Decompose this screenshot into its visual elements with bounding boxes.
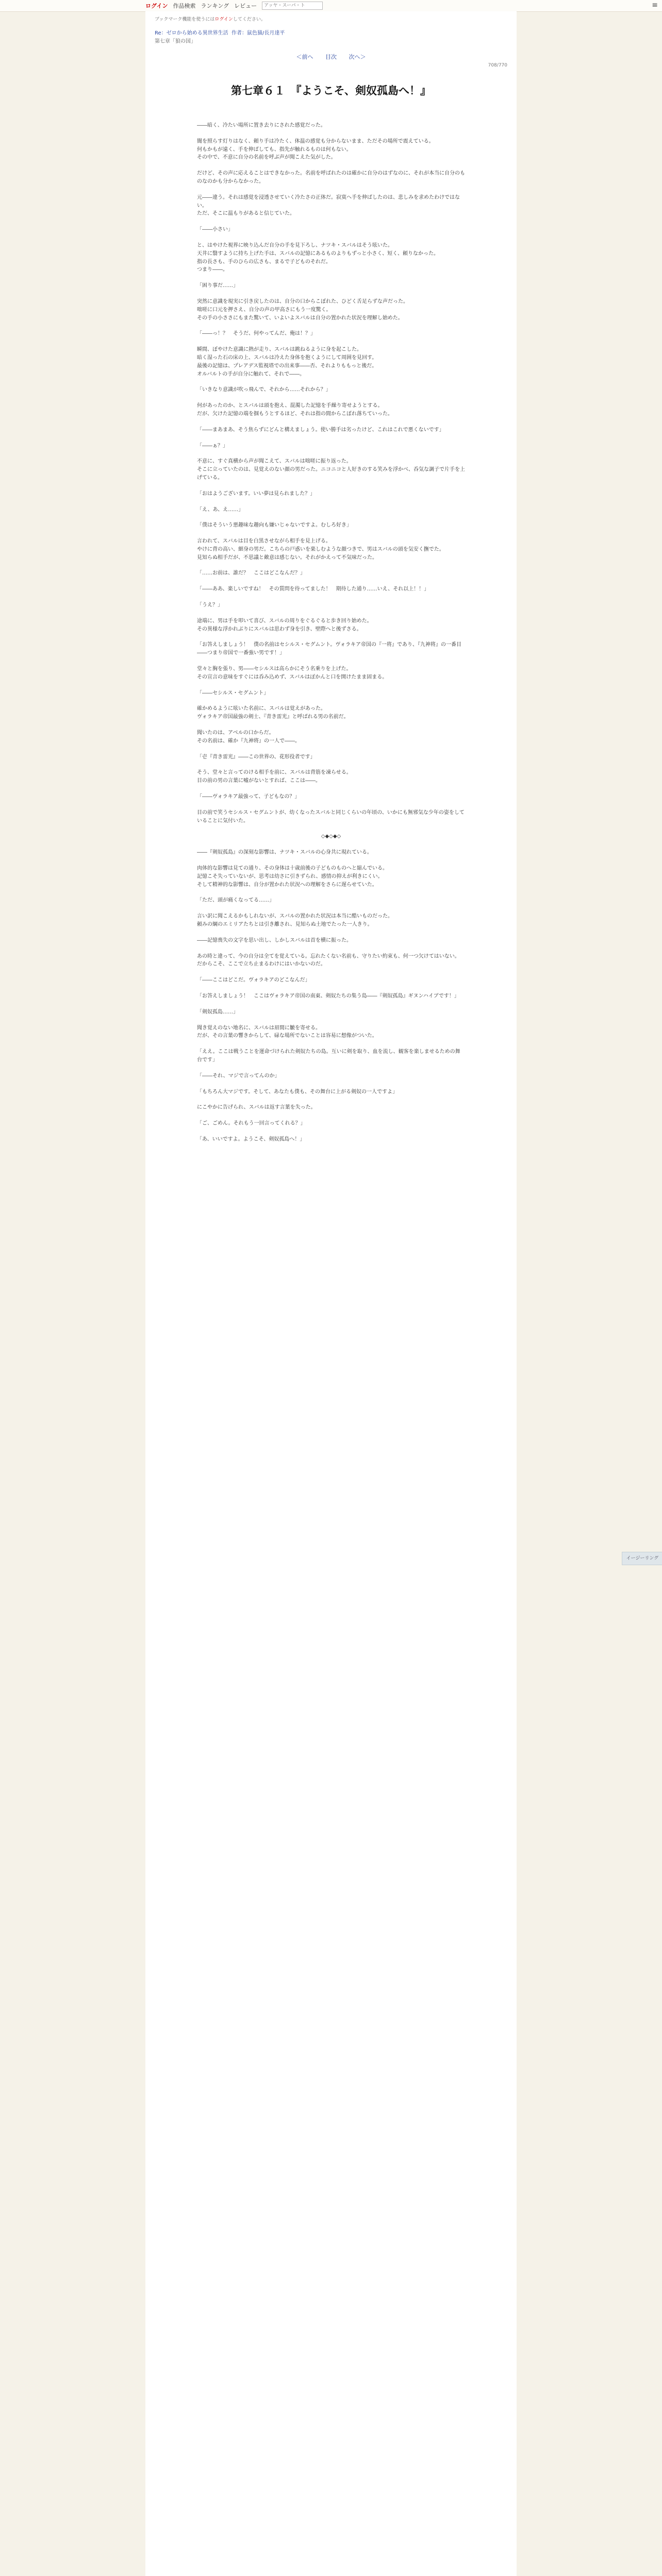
paragraph-gap: [197, 1016, 465, 1024]
paragraph-gap: [197, 929, 465, 937]
paragraph-gap: [197, 1001, 465, 1008]
paragraph: つまり――。: [197, 267, 228, 273]
paragraph-gap: [197, 1040, 465, 1048]
paragraph-gap: [197, 530, 465, 537]
paragraph: 「おはようございます。いい夢は見られました？」: [197, 490, 316, 497]
paragraph: 闇を照らす灯りはなく、頼り手は冷たく、体温の感覚も分からないまま、ただその場所で震えている。: [197, 138, 434, 144]
paragraph: にこやかに告げられ、スバルは返す言葉を失った。: [197, 1105, 316, 1111]
menu-icon[interactable]: ≡: [652, 1, 658, 9]
author-link[interactable]: 鼠色猫/長月達平: [247, 30, 285, 36]
paragraph: 「僕はそういう悪趣味な趣向も嫌いじゃないですよ。むしろ好き」: [197, 522, 352, 529]
paragraph: 「困り事だ……」: [197, 283, 238, 289]
paragraph-gap: [197, 657, 465, 665]
paragraph: 「――小さい」: [197, 227, 233, 233]
paragraph-gap: [197, 721, 465, 729]
paragraph-gap: [197, 322, 465, 330]
paragraph-gap: [197, 130, 465, 138]
paragraph-gap: [197, 761, 465, 769]
paragraph-gap: [197, 841, 465, 849]
paragraph: そう、堂々と言ってのける相手を前に、スバルは背筋を凍らせる。: [197, 770, 352, 776]
paragraph: だが、その言葉の響きからして、碌な場所でないことは容易に想像がついた。: [197, 1033, 377, 1039]
paragraph: と、はやけた視界に映り込んだ自分の手を見下ろし、ナツキ・スバルはそう呟いた。: [197, 242, 393, 248]
episode-counter: 708/770: [488, 63, 507, 68]
paragraph: 「――ヴォラキア最強って、子どもなの？」: [197, 794, 300, 800]
side-tab-button[interactable]: イージーリング: [622, 1552, 662, 1565]
paragraph: 肉体的な影響は見ての通り、その身体は十歳前後の子どものものへと縮んでいる。: [197, 866, 388, 872]
chapter-title: 第七章６１ 『ようこそ、剣奴孤島へ！』: [230, 84, 432, 97]
paragraph: 不意に、すぐ真横から声が聞こえて、スバルは咄嗟に振り返った。: [197, 459, 352, 465]
paragraph: その名前は、確か『九神将』の一人で――。: [197, 738, 300, 744]
paragraph: 最後の記憶は、プレアデス監視塔での出来事――否、それよりももっと後だ。: [197, 363, 377, 369]
paragraph-gap: [197, 889, 465, 896]
paragraph: その中で、不意に自分の名前を呼ぶ声が聞こえた気がした。: [197, 155, 336, 161]
series-title-link[interactable]: Re：ゼロから始める異世界生活: [155, 30, 228, 36]
paragraph: 「お答えしましょう！ ここはヴォラキア帝国の南東、剣奴たちの集う島――『剣奴孤島』ギヌンハイブです！」: [197, 993, 459, 999]
paragraph-gap: [197, 697, 465, 705]
paragraph-gap: [197, 218, 465, 226]
paragraph: 「剣奴孤島……」: [197, 1009, 238, 1015]
paragraph-gap: [197, 801, 465, 809]
paragraph-gap: [197, 378, 465, 386]
paragraph: 何があったのか、とスバルは頭を抱え、混濁した記憶を手繰り寄せようとする。: [197, 403, 383, 409]
paragraph: 「――っ！？ そうだ、何やってんだ、俺は！？」: [197, 331, 316, 337]
next-link[interactable]: 次へ＞: [349, 54, 366, 60]
paragraph-gap: [197, 609, 465, 617]
top-bar: [0, 0, 662, 12]
paragraph: 指の長さも、手のひらの広さも、まるで子どものそれだ。: [197, 259, 331, 265]
paragraph: 「え、あ、え……」: [197, 506, 244, 513]
bookmark-notice: [155, 15, 266, 22]
paragraph: 目の前の男の言葉に嘘がないとすれば、ここは――。: [197, 778, 321, 784]
paragraph: だが、欠けた記憶の端を掴もうとするほど、それは指の間からこぼれ落ちていった。: [197, 411, 393, 417]
paragraph-gap: [197, 186, 465, 194]
search-input[interactable]: [262, 2, 323, 10]
paragraph: 「ご、ごめん。それもう一回言ってくれる？」: [197, 1121, 306, 1127]
paragraph-gap: [197, 594, 465, 601]
paragraph: ただ、そこに温もりがあると信じていた。: [197, 211, 295, 217]
paragraph-gap: [197, 682, 465, 689]
paragraph: 「――それ、マジで言ってんのか」: [197, 1073, 280, 1079]
paragraph: 突然に意識を現実に引き戻したのは、自分の口からこぼれた、ひどく舌足らずな声だった。: [197, 298, 408, 304]
paragraph: その宣言の意味をすぐには呑み込めず、スバルはぽかんと口を開けたまま固まる。: [197, 674, 388, 680]
paragraph-gap: [197, 162, 465, 170]
paragraph-gap: [197, 969, 465, 976]
paragraph-gap: [197, 418, 465, 426]
paragraph: ――暗く、冷たい場所に置き去りにされた感覚だった。: [197, 123, 326, 128]
series-line: [155, 28, 285, 36]
paragraph: そして精神的な影響は、自分が置かれた状況への理解をさらに遅らせていた。: [197, 882, 377, 888]
paragraph: 「――ああ、楽しいですね！ その質問を待ってました！ 期待した通り……いえ、それ以上！！」: [197, 586, 429, 592]
paragraph-gap: [197, 1096, 465, 1104]
paragraph-gap: [197, 578, 465, 585]
paragraph-gap: [197, 1064, 465, 1072]
paragraph-gap: [197, 633, 465, 641]
paragraph: 頼みの綱のエミリアたちとは引き離され、見知らぬ土地でたった一人きり。: [197, 922, 373, 927]
paragraph: 言い訳に聞こえるかもしれないが、スバルの置かれた状況は本当に酷いものだった。: [197, 913, 393, 920]
paragraph-gap: [197, 857, 465, 865]
paragraph: ――記憶喪失の文字を思い出し、しかしスバルは首を横に振った。: [197, 937, 352, 943]
paragraph: やけに背の高い、細身の男だ。こちらの戸惑いを楽しむような顔つきで、男はスバルの頭を気安く撫でた。: [197, 546, 444, 552]
paragraph-gap: [197, 234, 465, 242]
paragraph: 記憶こそ失っていないが、思考は幼さに引きずられ、感情の抑えが利きにくい。: [197, 873, 383, 879]
scene-separator: ◇◆◇◆◇: [321, 834, 341, 840]
paragraph: 「――ここはどこだ。ヴォラキアのどこなんだ」: [197, 977, 310, 984]
paragraph-gap: [197, 825, 465, 833]
paragraph: 聞き覚えのない地名に、スバルは眉間に皺を寄せる。: [197, 1025, 321, 1031]
paragraph: 瞬間、ぼやけた意識に熱が走り、スバルは跳ねるように身を起こした。: [197, 347, 362, 353]
paragraph-gap: [197, 394, 465, 402]
paragraph: 言われて、スバルは目を白黒させながら相手を見上げる。: [197, 538, 331, 545]
paragraph: 「ただ、頭が痛くなってる……」: [197, 897, 274, 904]
paragraph-gap: [197, 1112, 465, 1120]
paragraph: あの時と違って、今の自分は全てを覚えている。忘れたくない名前も、守りたい約束も、何一つ欠けてはいない。: [197, 953, 460, 959]
paragraph: だけど、その声に応えることはできなかった。名前を呼ばれたのは確かに自分のはずなのに、それが本当に自分のものなのかも分からなかった。: [197, 171, 465, 184]
paragraph: 「お答えしましょう！ 僕の名前はセシルス・セグムント。ヴォラキア帝国の『一将』であり、『九神将』の一番目――つまり帝国で一番強い男です！」: [197, 642, 461, 656]
paragraph: 「うえ？」: [197, 602, 223, 608]
paragraph: 目の前で笑うセシルス・セグムントが、幼くなったスバルと同じくらいの年頃の、いかにも無邪気な少年の姿をしていることに気付いた。: [197, 809, 465, 824]
paragraph: 聞いたのは、アベルの口からだ。: [197, 730, 274, 736]
paragraph: 「あ、いいですよ。ようこそ、剣奴孤島へ！」: [197, 1136, 305, 1142]
paragraph: ――『剣奴孤島』の深刻な影響は、ナツキ・スバルの心身共に現れている。: [197, 850, 372, 856]
paragraph: 途端に、男は手を叩いて喜び、スバルの周りをぐるぐると歩き回り始めた。: [197, 618, 372, 624]
paragraph-gap: [197, 1128, 465, 1136]
prev-link[interactable]: ＜前へ: [296, 54, 313, 60]
index-link[interactable]: 目次: [325, 54, 337, 60]
paragraph-gap: [197, 562, 465, 569]
notice-suffix: してください。: [233, 17, 266, 22]
paragraph: 確かめるように呟いた名前に、スバルは覚えがあった。: [197, 706, 326, 712]
notice-login-link[interactable]: ログイン: [214, 17, 233, 22]
paragraph: 「ええ。ここは戦うことを運命づけられた剣奴たちの島。互いに剣を取り、血を流し、観客を楽しませるための舞台です」: [197, 1049, 460, 1063]
paragraph: 暗く湿った石の床の上、スバルは冷えた身体を抱くようにして周囲を見回す。: [197, 354, 377, 361]
paragraph-gap: [197, 338, 465, 346]
paragraph-gap: [197, 482, 465, 490]
paragraph: 「……お前は、誰だ？ ここはどこなんだ？」: [197, 570, 305, 577]
paragraph: 見知らぬ相手だが、不思議と敵意は感じない。それがかえって不気味だった。: [197, 554, 377, 561]
paragraph-gap: [197, 905, 465, 912]
paragraph: その手の小ささにもまた驚いて、いよいよスバルは自分の置かれた状況を理解し始めた。: [197, 315, 403, 321]
notice-prefix: ブックマーク機能を使うには: [155, 17, 215, 22]
paragraph: ヴォラキア帝国最強の剣士、『青き雷光』と呼ばれる男の名前だ。: [197, 714, 349, 720]
story-body: [197, 122, 465, 1144]
paragraph: 何もかもが遠く、手を伸ばしても、指先が触れるものは何もない。: [197, 146, 352, 152]
paragraph-gap: [197, 290, 465, 298]
top-nav: [145, 2, 323, 10]
paragraph: 「――まあまあ、そう焦らずにどんと構えましょう。使い勝手は劣ったけど、これはこれで悪くないです」: [197, 427, 444, 433]
paragraph-gap: [197, 745, 465, 753]
paragraph: だからこそ、ここで立ち止まるわけにはいかないのだ。: [197, 961, 326, 968]
paragraph: そこに立っていたのは、見覚えのない顔の男だった。ニコニコと人好きのする笑みを浮かべ、呑気な調子で片手を上げている。: [197, 467, 465, 481]
paragraph: 元――違う。それは感覚を浸透させていく冷たさの正体だ。寂寞へ手を伸ばしたのは、悲しみを求めたわけではない。: [197, 194, 460, 209]
paragraph-gap: [197, 945, 465, 953]
paragraph-gap: [197, 514, 465, 521]
paragraph: その異様な浮かれぶりにスバルは思わず身を引き、壁際へと後ずさる。: [197, 626, 362, 632]
paragraph: 「――セシルス・セグムント」: [197, 690, 269, 696]
paragraph-gap: [197, 785, 465, 793]
paragraph: 「壱『青き雷光』――この世界の、花形役者です」: [197, 754, 316, 760]
paragraph: 「いきなり意識が吹っ飛んで、それから……それから？」: [197, 387, 331, 393]
paragraph-gap: [197, 274, 465, 282]
paragraph: 天井に翳すように持ち上げた手は、スバルの記憶にあるものよりもずっと小さく、短く、頼りなかった。: [197, 250, 439, 257]
pager-top: [145, 53, 517, 61]
login-link[interactable]: ログイン: [145, 3, 168, 9]
novel-page: [145, 11, 517, 2576]
paragraph-gap: [197, 1080, 465, 1088]
paragraph: 「――ぁ？」: [197, 443, 228, 449]
paragraph: 咄嗟に口元を押さえ、自分の声の甲高さにもう一度驚く。: [197, 307, 332, 313]
nav-works-link[interactable]: 作品検索: [173, 3, 196, 9]
nav-review-link[interactable]: レビュー: [234, 3, 257, 9]
author-prefix: 作者：: [231, 30, 247, 36]
paragraph-gap: [197, 434, 465, 442]
paragraph-gap: [197, 498, 465, 506]
paragraph: 「もちろん大マジです。そして、あなたも僕も、その舞台に上がる剣奴の一人ですよ」: [197, 1089, 398, 1095]
chapter-label: 第七章「狼の国」: [155, 39, 196, 44]
paragraph-gap: [197, 450, 465, 457]
paragraph-gap: [197, 985, 465, 992]
nav-ranking-link[interactable]: ランキング: [201, 3, 229, 9]
paragraph: 堂々と胸を張り、男――セシルスは高らかにそう名乗りを上げた。: [197, 666, 352, 672]
paragraph: オルバルトの手が自分に触れて、それで――。: [197, 371, 305, 377]
